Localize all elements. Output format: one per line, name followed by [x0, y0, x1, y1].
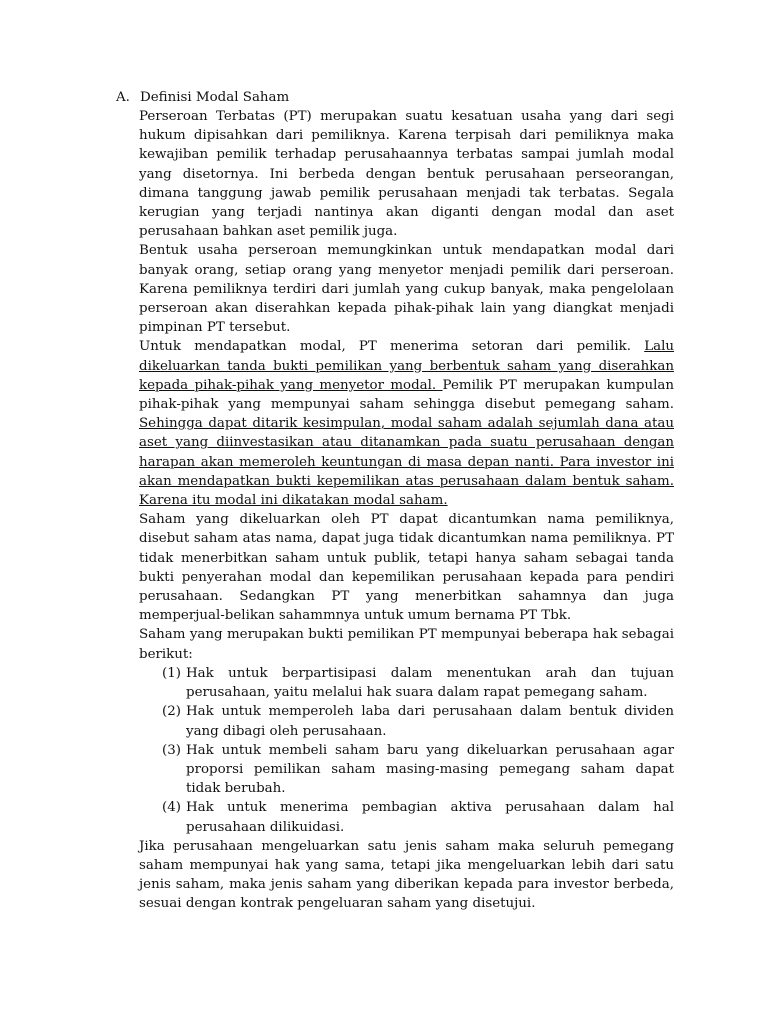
section-title: Definisi Modal Saham: [140, 90, 290, 105]
paragraph-4: Saham yang dikeluarkan oleh PT dapat dicantumkan nama pemiliknya, disebut saham atas nama, dapat juga tidak dicantumkan nama pemiliknya. PT tidak menerbitkan saham untuk publik, tetapi hanya saham sebagai tanda bukti penyerahan modal dan kepemilikan perusahaan kepada para pendiri perusahaan. Sedangkan PT yang menerbitkan sahamnya dan juga memperjual-belikan sahammnya untuk umum bernama PT Tbk.: [139, 512, 674, 624]
paragraph-3-part-c: Pemilik PT merupakan kumpulan pihak-pihak yang mempunyai saham sehingga disebut pemegang saham.: [139, 377, 674, 413]
rights-list: [139, 664, 674, 837]
paragraph-3-underlined-b: Sehingga dapat ditarik kesimpulan, modal saham adalah sejumlah dana atau aset yang diinvestasikan atau ditanamkan pada suatu perusahaan dengan harapan akan memeroleh keuntungan di masa depan nanti. Para investor ini akan mendapatkan bukti kepemilikan atas perusahaan dalam bentuk saham. Karena itu modal ini dikatakan modal saham.: [139, 416, 674, 509]
list-item-number: (2): [162, 704, 181, 720]
list-item-number: (4): [162, 800, 181, 816]
paragraph-2: Bentuk usaha perseroan memungkinkan untuk mendapatkan modal dari banyak orang, setiap orang yang menyetor menjadi pemilik dari perseroan. Karena pemiliknya terdiri dari jumlah yang cukup banyak, maka pengelolaan perseroan akan diserahkan kepada pihak-pihak lain yang diangkat menjadi pimpinan PT tersebut.: [139, 243, 674, 336]
paragraph-1: Perseroan Terbatas (PT) merupakan suatu kesatuan usaha yang dari segi hukum dipisahkan dari pemiliknya. Karena terpisah dari pemiliknya maka kewajiban pemilik terhadap perusahaannya terbatas sampai jumlah modal yang disetornya. Ini berbeda dengan bentuk perusahaan perseorangan, dimana tanggung jawab pemilik perusahaan menjadi tak terbatas. Segala kerugian yang terjadi nantinya akan diganti dengan modal dan aset perusahaan bahkan aset pemilik juga.: [139, 109, 674, 240]
list-item: [162, 702, 674, 740]
paragraph-5: Saham yang merupakan bukti pemilikan PT mempunyai beberapa hak sebagai berikut:: [139, 627, 674, 662]
list-item-text: Hak untuk berpartisipasi dalam menentukan arah dan tujuan perusahaan, yaitu melalui hak suara dalam rapat pemegang saham.: [186, 665, 674, 701]
section-body: [139, 107, 674, 914]
paragraph-3: [139, 337, 674, 510]
list-item-text: Hak untuk membeli saham baru yang dikeluarkan perusahaan agar proporsi pemilikan saham masing-masing pemegang saham dapat tidak berubah.: [186, 742, 674, 797]
list-item-text: Hak untuk menerima pembagian aktiva perusahaan dalam hal perusahaan dilikuidasi.: [186, 800, 674, 835]
section-letter: A.: [116, 90, 130, 105]
list-item: [162, 741, 674, 799]
list-item-number: (3): [162, 742, 181, 758]
list-item-text: Hak untuk memperoleh laba dari perusahaan dalam bentuk dividen yang dibagi oleh perusahaan.: [186, 704, 674, 739]
paragraph-3-underlined-a: Lalu dikeluarkan tanda bukti pemilikan yang berbentuk saham yang diserahkan kepada pihak-pihak yang menyetor modal.: [139, 339, 674, 393]
paragraph-3-part-a: Untuk mendapatkan modal, PT menerima setoran dari pemilik.: [139, 339, 645, 355]
list-item: [162, 664, 674, 702]
list-item-number: (1): [162, 665, 181, 681]
paragraph-6: Jika perusahaan mengeluarkan satu jenis saham maka seluruh pemegang saham mempunyai hak yang sama, tetapi jika mengeluarkan lebih dari satu jenis saham, maka jenis saham yang diberikan kepada para investor berbeda, sesuai dengan kontrak pengeluaran saham yang disetujui.: [139, 838, 674, 912]
section-heading: [116, 88, 676, 107]
list-item: [162, 798, 674, 836]
